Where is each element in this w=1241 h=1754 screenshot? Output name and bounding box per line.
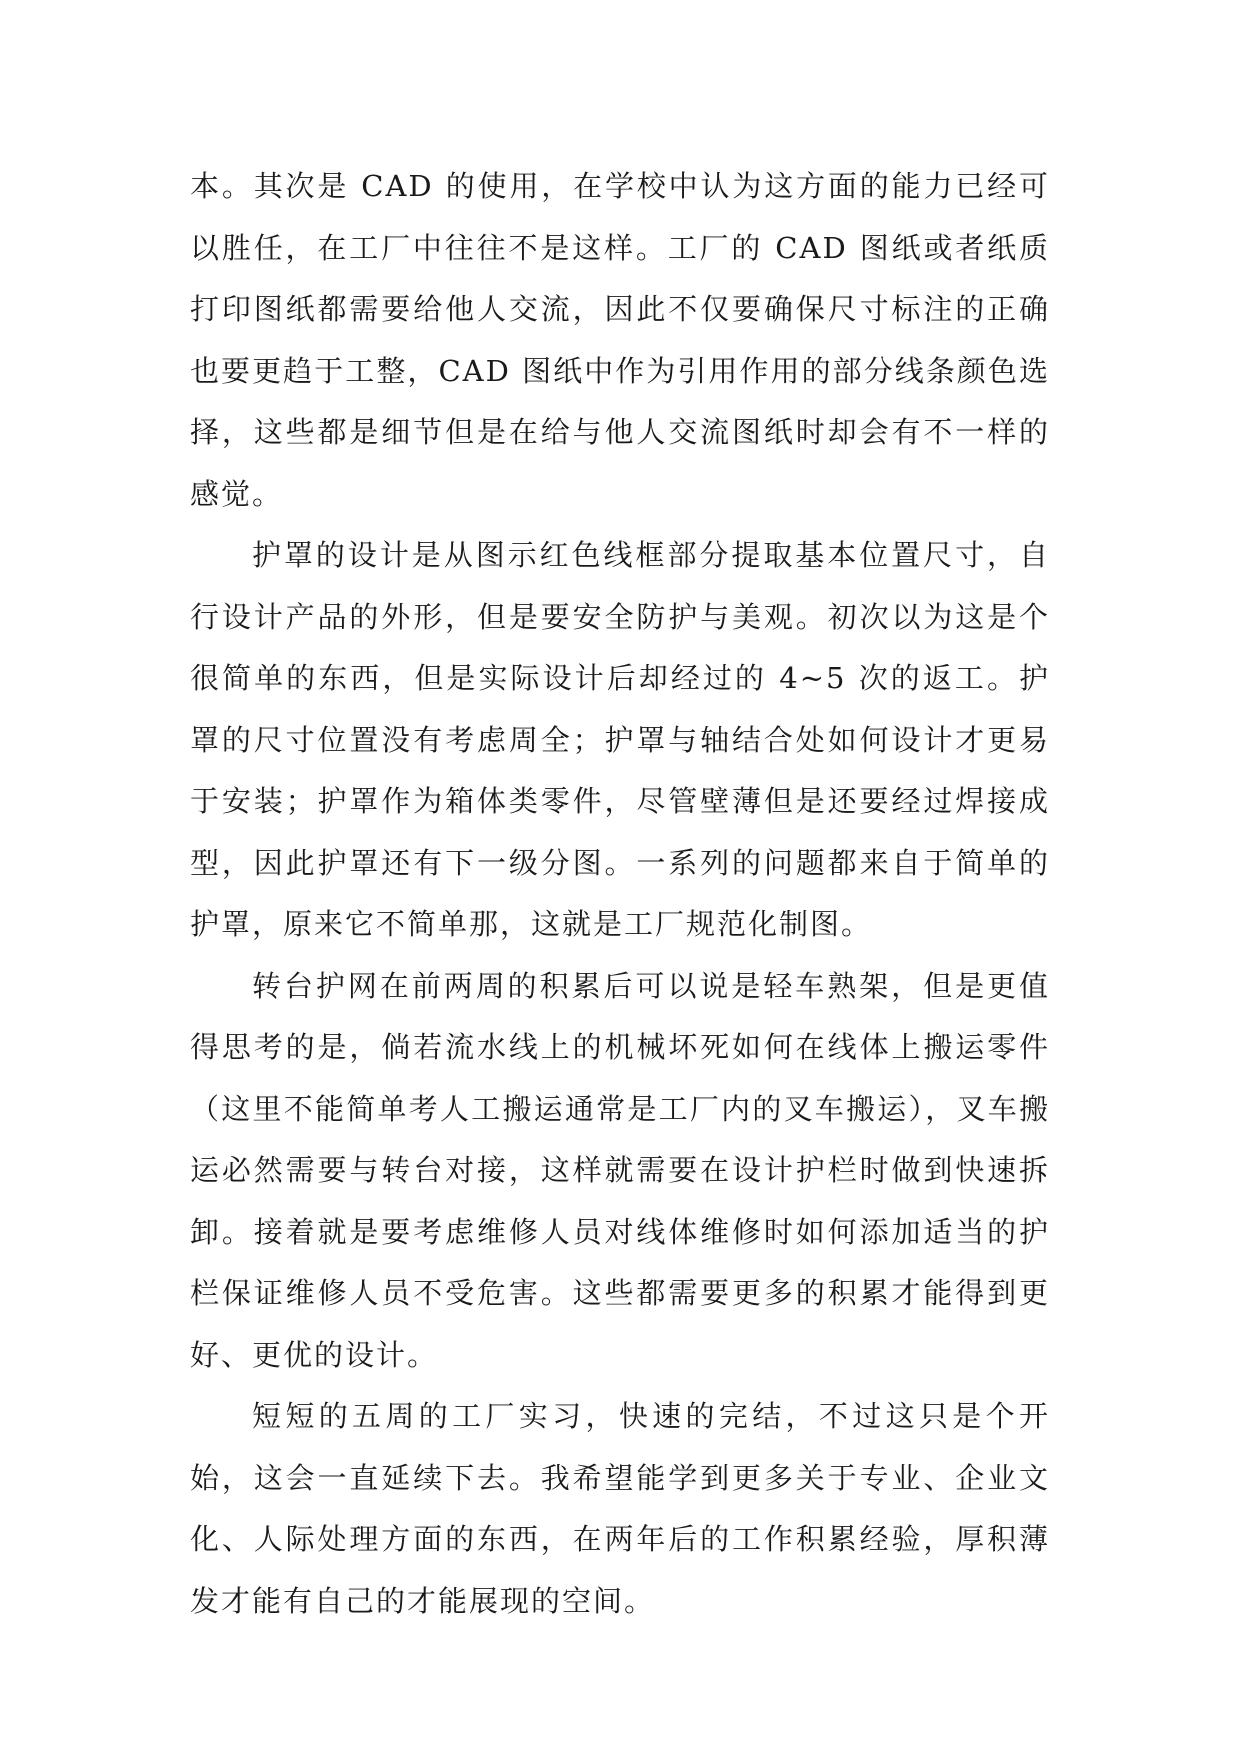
paragraph-conclusion: 短短的五周的工厂实习，快速的完结，不过这只是个开始，这会一直延续下去。我希望能学到更多关于专业、企业文化、人际处理方面的东西，在两年后的工作积累经验，厚积薄发才能有自己的才能展现的空间。 (190, 1399, 1050, 1618)
paragraph-turntable-guard: 转台护网在前两周的积累后可以说是轻车熟架，但是更值得思考的是，倘若流水线上的机械坏死如何在线体上搬运零件（这里不能简单考人工搬运通常是工厂内的叉车搬运），叉车搬运必然需要与转台对接，这样就需要在设计护栏时做到快速拆卸。接着就是要考虑维修人员对线体维修时如何添加适当的护栏保证维修人员不受危害。这些都需要更多的积累才能得到更好、更优的设计。 (190, 968, 1050, 1372)
paragraph-guard-design: 护罩的设计是从图示红色线框部分提取基本位置尺寸，自行设计产品的外形，但是要安全防护与美观。初次以为这是个很简单的东西，但是实际设计后却经过的 4~5 次的返工。护罩的尺寸位置没有考虑周全；护罩与轴结合处如何设计才更易于安装；护罩作为箱体类零件，尽管壁薄但是还要经过焊接成型，因此护罩还有下一级分图。一系列的问题都来自于简单的护罩，原来它不简单那，这就是工厂规范化制图。 (190, 538, 1050, 941)
document-body (190, 156, 1050, 1632)
paragraph-continued: 本。其次是 CAD 的使用，在学校中认为这方面的能力已经可以胜任，在工厂中往往不是这样。工厂的 CAD 图纸或者纸质打印图纸都需要给他人交流，因此不仅要确保尺寸标注的正确也要更趋于工整，CAD 图纸中作为引用作用的部分线条颜色选择，这些都是细节但是在给与他人交流图纸时却会有不一样的感觉。 (190, 169, 1050, 511)
